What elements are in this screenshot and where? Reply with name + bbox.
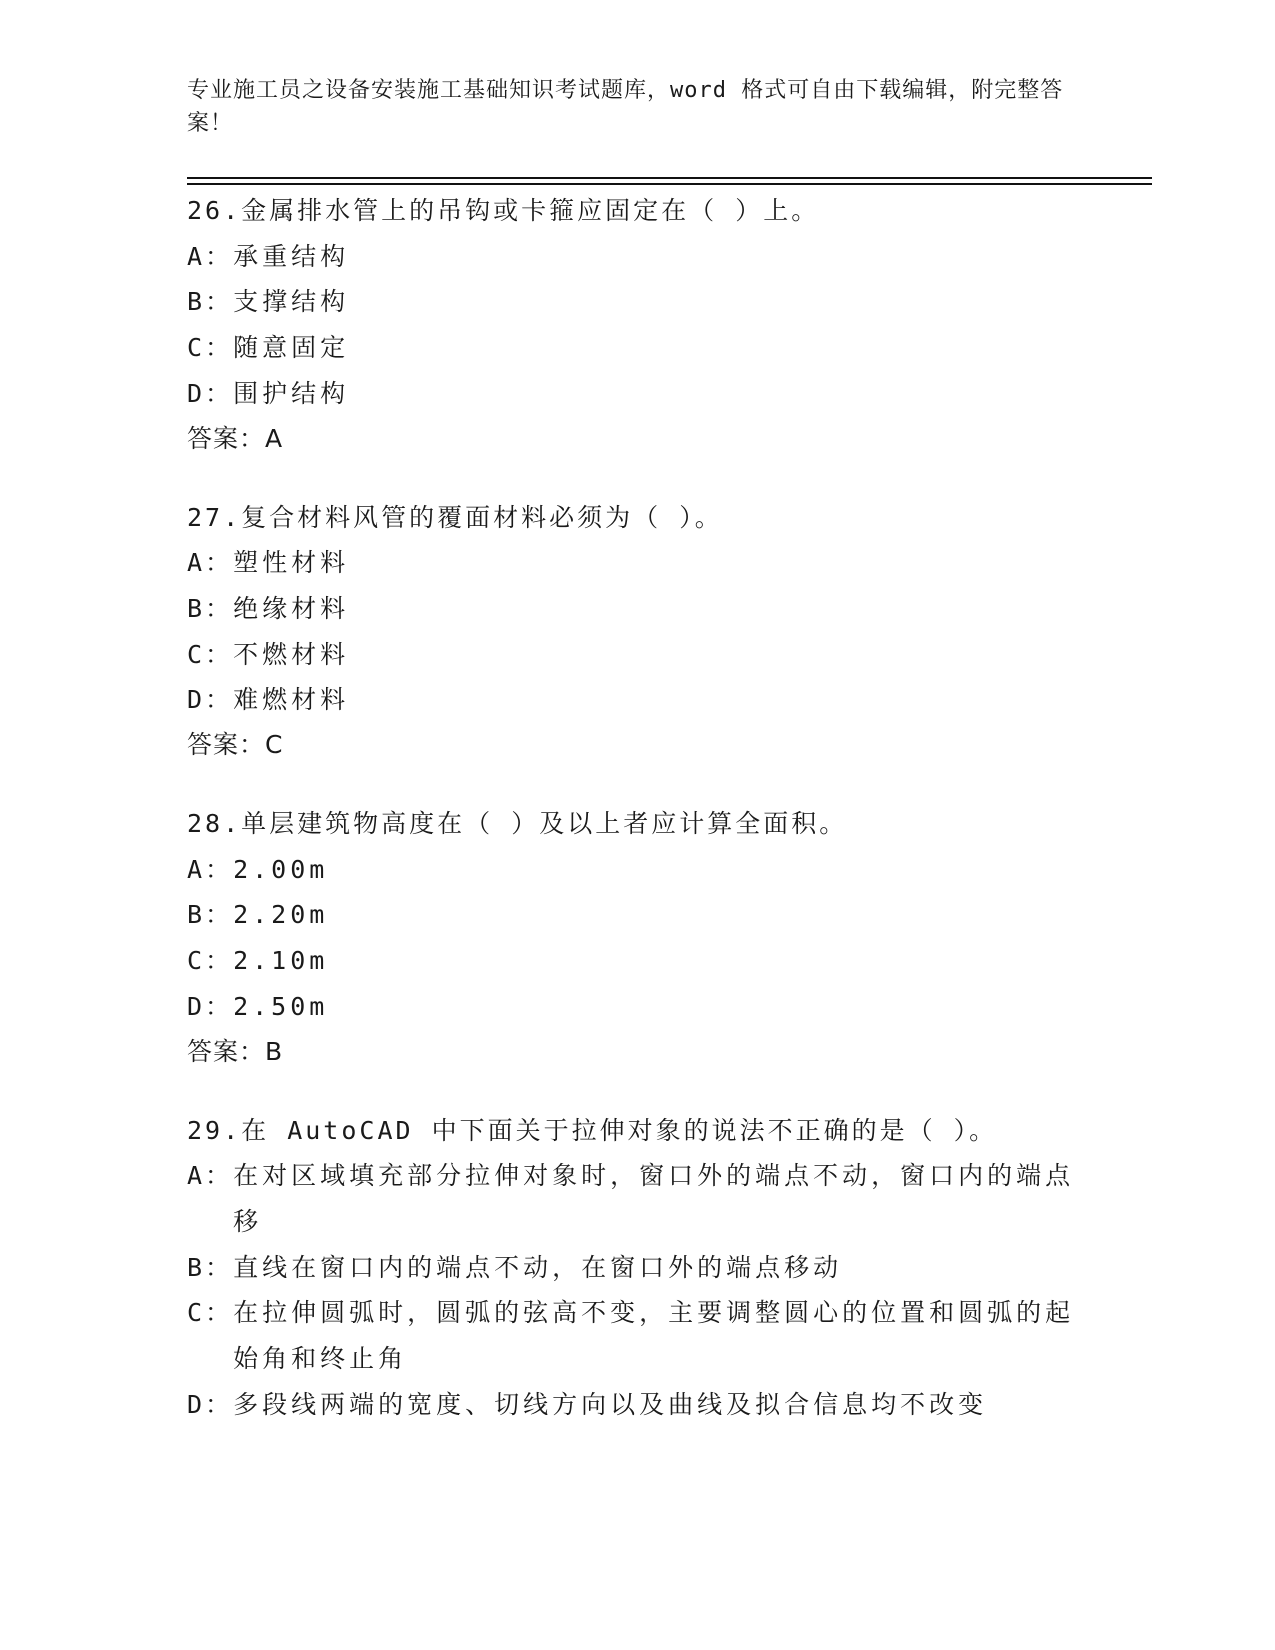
option-letter: B： [187,900,234,930]
question-number: 29. [187,1115,242,1145]
option-letter: C： [187,639,234,669]
option-text: 2.20m [233,900,329,930]
option-text: 多段线两端的宽度、切线方向以及曲线及拟合信息均不改变 [233,1389,988,1419]
option-letter: A： [187,241,234,271]
question-28 [187,801,1087,1074]
option-c [187,938,1087,984]
option-a [187,847,1087,893]
option-letter: C： [187,946,234,976]
option-b [187,586,1087,632]
question-stem [187,801,1087,847]
answer-line: 答案：A [187,423,284,453]
option-letter: C： [187,1298,234,1328]
option-b [187,1245,1087,1291]
option-letter: A： [187,1161,234,1191]
option-text: 绝缘材料 [233,593,350,623]
option-letter: D： [187,1389,234,1419]
question-text: 在 AutoCAD 中下面关于拉伸对象的说法不正确的是（ ）。 [241,1115,998,1145]
option-letter: D： [187,378,234,408]
option-a [187,234,1087,280]
question-text: 单层建筑物高度在（ ）及以上者应计算全面积。 [241,809,848,839]
option-text: 塑性材料 [233,548,350,578]
option-letter: D： [187,991,234,1021]
option-text: 支撑结构 [233,287,350,317]
question-text: 金属排水管上的吊钩或卡箍应固定在（ ）上。 [241,196,820,225]
option-d [187,371,1087,417]
option-letter: A： [187,548,234,578]
answer-line: 答案：C [187,730,284,760]
question-27 [187,495,1087,768]
option-letter: C： [187,333,234,363]
question-number: 27. [187,502,242,532]
option-b [187,892,1087,938]
question-number: 26. [187,196,242,225]
option-text: 2.00m [233,854,329,884]
option-c [187,325,1087,371]
option-b [187,279,1087,325]
option-c [187,1290,1087,1381]
option-d [187,677,1087,723]
option-text: 围护结构 [233,378,350,408]
option-a [187,540,1087,586]
option-text: 难燃材料 [233,685,350,715]
option-letter: D： [187,685,234,715]
option-text: 直线在窗口内的端点不动，在窗口外的端点移动 [233,1252,843,1282]
option-text: 在拉伸圆弧时，圆弧的弦高不变，主要调整圆心的位置和圆弧的起始角和终止角 [233,1298,1075,1374]
document-header: 专业施工员之设备安装施工基础知识考试题库，word 格式可自由下载编辑，附完整答案！ [187,78,1064,136]
option-text: 不燃材料 [233,639,350,669]
question-stem [187,1108,1087,1154]
question-stem [187,188,1087,234]
question-stem [187,495,1087,541]
option-d [187,1382,1087,1428]
question-number: 28. [187,809,242,839]
option-text: 在对区域填充部分拉伸对象时，窗口外的端点不动，窗口内的端点移 [233,1161,1075,1236]
option-text: 2.50m [233,991,329,1021]
answer-line: 答案：B [187,1036,284,1066]
question-29 [187,1108,1087,1428]
option-d [187,984,1087,1030]
option-text: 2.10m [233,946,329,976]
option-letter: B： [187,1252,234,1282]
header-divider-bottom [187,183,1152,185]
option-letter: B： [187,287,234,317]
option-letter: A： [187,854,234,884]
option-text: 随意固定 [233,333,350,363]
option-a [187,1153,1087,1244]
question-text: 复合材料风管的覆面材料必须为（ ）。 [241,502,723,532]
question-26 [187,188,1087,461]
header-divider-top [187,177,1152,179]
option-letter: B： [187,593,234,623]
option-text: 承重结构 [233,241,350,271]
option-c [187,632,1087,678]
question-list [187,188,1087,1461]
